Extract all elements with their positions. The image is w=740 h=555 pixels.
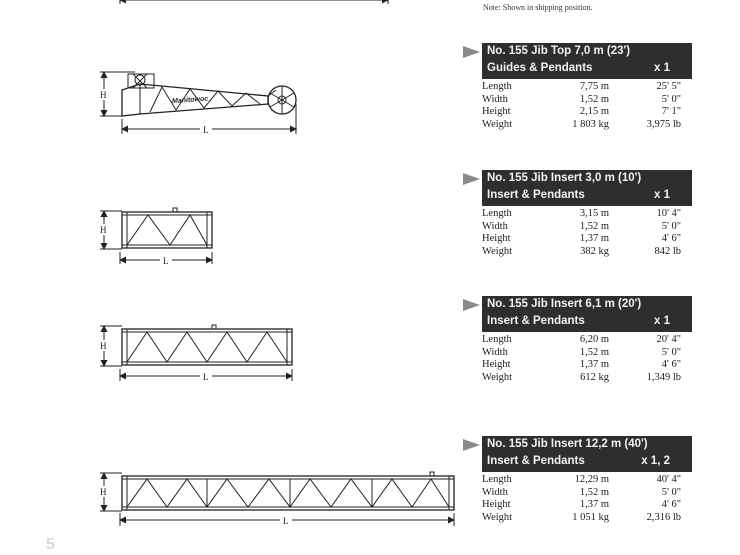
insert-12m-h-label: H [100, 487, 107, 497]
spec-subtitle: Insert & Pendants [487, 455, 585, 467]
spec-row: Length 7,75 m 25' 5" [482, 81, 681, 92]
insert-12m-l-label: L [283, 516, 289, 526]
pointer-arrow-icon [462, 298, 482, 312]
insert-6m-h-label: H [100, 341, 107, 351]
spec-row: Weight 612 kg 1,349 lb [482, 371, 681, 383]
shipping-note: Note: Shown in shipping position. [483, 3, 593, 12]
spec-header [462, 170, 692, 206]
spec-row: Height 2,15 m 7' 1" [482, 106, 681, 118]
spec-block-insert-3m [462, 170, 692, 258]
insert-3m-h-label: H [100, 225, 107, 235]
insert-3m-l-label: L [163, 256, 169, 266]
top-partial-dimension [120, 0, 388, 4]
spec-title-bar [482, 43, 692, 79]
spec-title-bar [482, 436, 692, 472]
spec-title: No. 155 Jib Top 7,0 m (23') [487, 45, 631, 57]
pointer-arrow-icon [462, 438, 482, 452]
spec-row: Length 6,20 m 20' 4" [482, 334, 681, 345]
jib-top-l-label: L [203, 125, 209, 135]
spec-block-jib-top [462, 43, 692, 131]
spec-block-insert-12m [462, 436, 692, 524]
spec-row: Length 3,15 m 10' 4" [482, 208, 681, 219]
spec-table [482, 208, 681, 258]
spec-row: Weight 382 kg 842 lb [482, 245, 681, 257]
spec-quantity: x 1 [654, 315, 670, 327]
spec-row: Width 1,52 m 5' 0" [482, 220, 681, 232]
jib-insert-12m-drawing [100, 472, 454, 526]
spec-header [462, 43, 692, 79]
spec-table [482, 474, 681, 524]
spec-block-insert-6m [462, 296, 692, 384]
spec-quantity: x 1 [654, 189, 670, 201]
spec-title: No. 155 Jib Insert 3,0 m (10') [487, 172, 642, 184]
pointer-arrow-icon [462, 172, 482, 186]
spec-header [462, 296, 692, 332]
spec-title-bar [482, 296, 692, 332]
spec-row: Height 1,37 m 4' 6" [482, 499, 681, 511]
spec-quantity: x 1 [654, 62, 670, 74]
spec-header [462, 436, 692, 472]
spec-title-bar [482, 170, 692, 206]
jib-top-h-label: H [100, 90, 107, 100]
jib-top-brand: Manitowoc [171, 95, 209, 106]
spec-title: No. 155 Jib Insert 6,1 m (20') [487, 298, 642, 310]
spec-row: Height 1,37 m 4' 6" [482, 233, 681, 245]
spec-row: Width 1,52 m 5' 0" [482, 486, 681, 498]
spec-subtitle: Insert & Pendants [487, 189, 585, 201]
spec-table [482, 81, 681, 131]
spec-row: Width 1,52 m 5' 0" [482, 346, 681, 358]
spec-row: Weight 1 803 kg 3,975 lb [482, 118, 681, 130]
insert-6m-l-label: L [203, 372, 209, 382]
spec-subtitle: Insert & Pendants [487, 315, 585, 327]
spec-quantity: x 1, 2 [641, 455, 670, 467]
spec-row: Height 1,37 m 4' 6" [482, 359, 681, 371]
jib-insert-6m-drawing [100, 325, 292, 381]
spec-row: Length 12,29 m 40' 4" [482, 474, 681, 485]
spec-row: Weight 1 051 kg 2,316 lb [482, 511, 681, 523]
spec-table [482, 334, 681, 384]
spec-row: Width 1,52 m 5' 0" [482, 93, 681, 105]
page-number: 5 [46, 536, 55, 553]
spec-subtitle: Guides & Pendants [487, 62, 593, 74]
pointer-arrow-icon [462, 45, 482, 59]
spec-title: No. 155 Jib Insert 12,2 m (40') [487, 438, 648, 450]
jib-insert-3m-drawing [100, 208, 212, 264]
